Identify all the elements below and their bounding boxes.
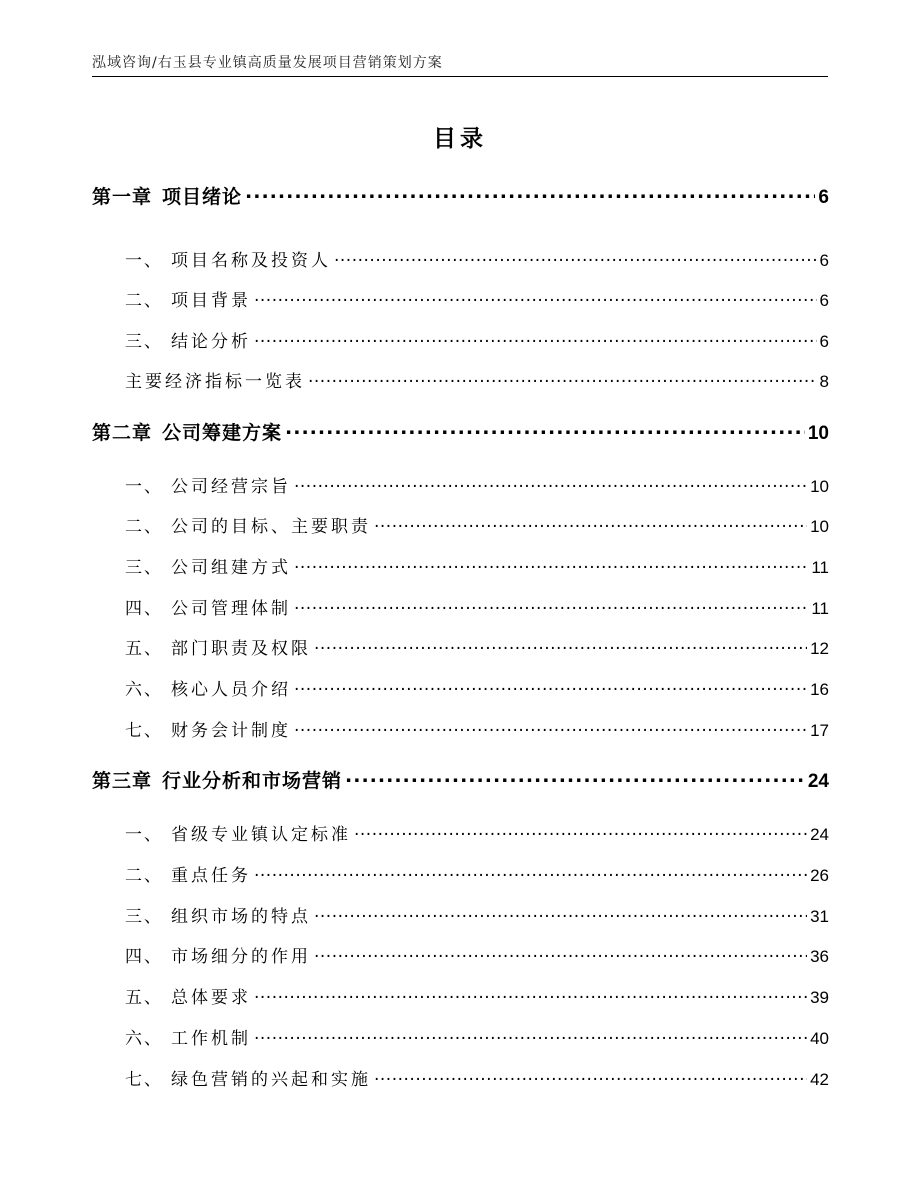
page-number: 8 bbox=[819, 372, 829, 391]
section-title: 项目背景 bbox=[171, 291, 251, 311]
toc-chapter-1[interactable] bbox=[92, 182, 829, 212]
toc-section[interactable] bbox=[92, 983, 829, 1011]
page-number: 11 bbox=[811, 558, 829, 577]
page-number: 36 bbox=[810, 947, 829, 966]
dot-leader bbox=[285, 420, 805, 439]
section-title: 省级专业镇认定标准 bbox=[171, 825, 351, 845]
toc-title: 目录 bbox=[433, 126, 487, 152]
chapter-title: 行业分析和市场营销 bbox=[162, 770, 343, 792]
section-number: 三、 bbox=[125, 907, 163, 927]
chapter-number: 第一章 bbox=[92, 186, 153, 208]
dot-leader bbox=[334, 249, 817, 266]
toc-section[interactable] bbox=[92, 472, 829, 500]
dot-leader bbox=[294, 678, 807, 695]
dot-leader bbox=[254, 289, 817, 306]
section-number: 五、 bbox=[125, 988, 163, 1008]
toc-chapter-3[interactable] bbox=[92, 766, 829, 796]
chapter-number: 第三章 bbox=[92, 770, 153, 792]
page-number: 31 bbox=[810, 907, 829, 926]
section-title: 公司组建方式 bbox=[171, 558, 291, 578]
section-number: 一、 bbox=[125, 251, 163, 271]
section-title: 部门职责及权限 bbox=[171, 639, 311, 659]
dot-leader bbox=[294, 719, 807, 736]
dot-leader bbox=[314, 945, 807, 962]
page-number: 24 bbox=[807, 771, 829, 792]
section-number: 六、 bbox=[125, 680, 163, 700]
toc-section[interactable] bbox=[92, 716, 829, 744]
dot-leader bbox=[245, 184, 815, 203]
section-title: 重点任务 bbox=[171, 866, 251, 886]
dot-leader bbox=[254, 330, 817, 347]
section-title: 核心人员介绍 bbox=[171, 680, 291, 700]
chapter-title: 公司筹建方案 bbox=[162, 422, 283, 444]
dot-leader bbox=[314, 905, 807, 922]
dot-leader bbox=[294, 597, 808, 614]
page-number: 6 bbox=[819, 291, 829, 310]
page-number: 39 bbox=[810, 988, 829, 1007]
toc-section[interactable] bbox=[92, 1024, 829, 1052]
dot-leader bbox=[254, 864, 807, 881]
dot-leader bbox=[254, 1027, 807, 1044]
toc-section[interactable] bbox=[92, 246, 829, 274]
page-number: 17 bbox=[810, 721, 829, 740]
section-title: 总体要求 bbox=[171, 988, 251, 1008]
dot-leader bbox=[294, 475, 807, 492]
section-number: 二、 bbox=[125, 866, 163, 886]
toc-section[interactable] bbox=[92, 553, 829, 581]
section-number: 四、 bbox=[125, 599, 163, 619]
section-number: 三、 bbox=[125, 332, 163, 352]
section-number: 七、 bbox=[125, 1070, 163, 1090]
toc-section[interactable] bbox=[92, 1065, 829, 1093]
section-title: 公司管理体制 bbox=[171, 599, 291, 619]
toc-section[interactable] bbox=[92, 861, 829, 889]
page-number: 11 bbox=[811, 599, 829, 618]
toc-section[interactable] bbox=[92, 594, 829, 622]
toc-section[interactable] bbox=[92, 902, 829, 930]
toc-section[interactable] bbox=[92, 942, 829, 970]
section-title: 结论分析 bbox=[171, 332, 251, 352]
section-number: 二、 bbox=[125, 291, 163, 311]
chapter-title: 项目绪论 bbox=[162, 186, 243, 208]
section-title: 公司经营宗旨 bbox=[171, 477, 291, 497]
section-number: 七、 bbox=[125, 721, 163, 741]
dot-leader bbox=[308, 370, 817, 387]
toc-section[interactable] bbox=[92, 512, 829, 540]
dot-leader bbox=[345, 768, 805, 787]
section-title: 市场细分的作用 bbox=[171, 947, 311, 967]
page-number: 10 bbox=[810, 517, 829, 536]
page-number: 6 bbox=[818, 187, 829, 208]
section-number: 一、 bbox=[125, 825, 163, 845]
page-number: 16 bbox=[810, 680, 829, 699]
section-title: 财务会计制度 bbox=[171, 721, 291, 741]
section-title: 工作机制 bbox=[171, 1029, 251, 1049]
page-number: 42 bbox=[810, 1070, 829, 1089]
section-number: 二、 bbox=[125, 517, 163, 537]
toc-section[interactable] bbox=[92, 820, 829, 848]
section-title: 公司的目标、主要职责 bbox=[171, 517, 371, 537]
toc-section[interactable] bbox=[92, 634, 829, 662]
page-number: 10 bbox=[807, 423, 829, 444]
section-number: 五、 bbox=[125, 639, 163, 659]
header-divider bbox=[92, 76, 828, 77]
page-number: 26 bbox=[810, 866, 829, 885]
section-number: 四、 bbox=[125, 947, 163, 967]
section-title: 主要经济指标一览表 bbox=[125, 372, 305, 392]
section-number: 三、 bbox=[125, 558, 163, 578]
toc-section[interactable] bbox=[92, 286, 829, 314]
section-number: 一、 bbox=[125, 477, 163, 497]
dot-leader bbox=[314, 637, 807, 654]
section-number: 六、 bbox=[125, 1029, 163, 1049]
toc-section[interactable] bbox=[92, 675, 829, 703]
page-number: 12 bbox=[810, 639, 829, 658]
section-title: 绿色营销的兴起和实施 bbox=[171, 1070, 371, 1090]
page-number: 6 bbox=[819, 251, 829, 270]
page-number: 24 bbox=[810, 825, 829, 844]
chapter-number: 第二章 bbox=[92, 422, 153, 444]
toc-chapter-2[interactable] bbox=[92, 418, 829, 448]
dot-leader bbox=[254, 986, 807, 1003]
page-number: 40 bbox=[810, 1029, 829, 1048]
dot-leader bbox=[354, 823, 807, 840]
dot-leader bbox=[374, 1068, 807, 1085]
page-number: 6 bbox=[819, 332, 829, 351]
dot-leader bbox=[374, 515, 807, 532]
toc-section[interactable] bbox=[92, 327, 829, 355]
dot-leader bbox=[294, 556, 808, 573]
section-title: 组织市场的特点 bbox=[171, 907, 311, 927]
section-title: 项目名称及投资人 bbox=[171, 251, 331, 271]
toc-section[interactable] bbox=[92, 367, 829, 395]
page-number: 10 bbox=[810, 477, 829, 496]
running-header: 泓域咨询/右玉县专业镇高质量发展项目营销策划方案 bbox=[92, 55, 443, 71]
